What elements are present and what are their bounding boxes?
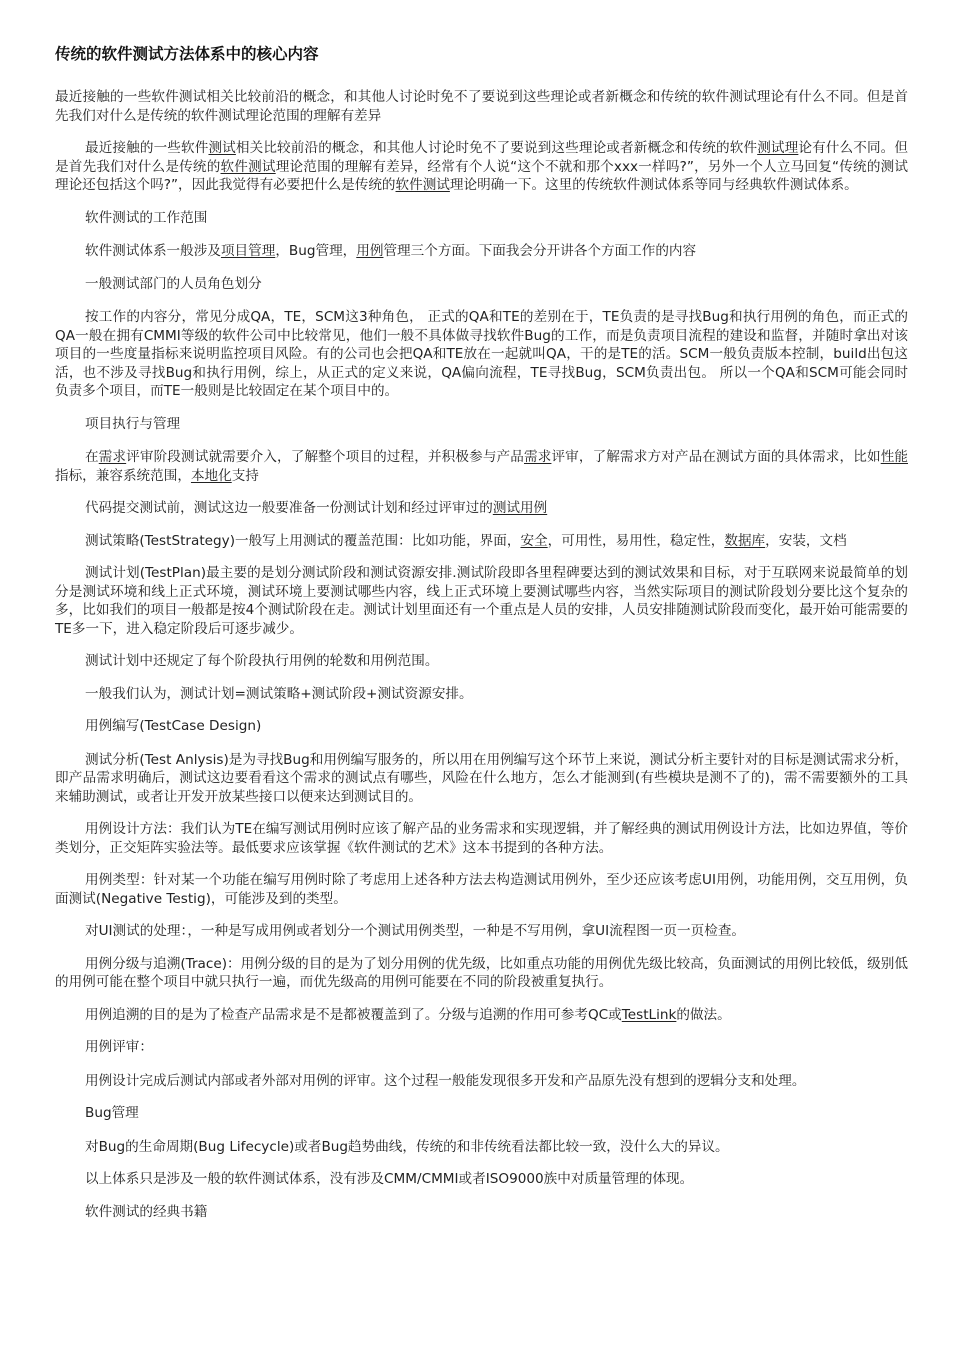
section-heading-roles: 一般测试部门的人员角色划分	[85, 275, 262, 292]
text-span: 理论明确一下。这里的传统软件测试体系等同与经典软件测试体系。	[449, 177, 858, 193]
link-software-testing-2[interactable]: 软件测试	[395, 177, 450, 193]
link-software-testing[interactable]: 软件测试	[220, 158, 276, 175]
paragraph-review: 用例设计完成后测试内部或者外部对用例的评审。这个过程一般能发现很多开发和产品原先没有想到的逻辑分支和处理。	[85, 1072, 806, 1089]
text-span: ，安装，文档	[765, 532, 847, 549]
link-security[interactable]: 安全	[520, 532, 548, 549]
link-testlink[interactable]: TestLink	[621, 1006, 677, 1023]
paragraph-case-types: 用例类型：针对某一个功能在编写用例时除了考虑用上述各种方法去构造测试用例外，至少还应该考虑UI用例，功能用例，交互用例，负面测试(Negative Testig)，可能涉及到的类型。	[55, 872, 908, 907]
section-heading-case-design: 用例编写(TestCase Design)	[85, 718, 262, 734]
link-requirements-2[interactable]: 需求	[524, 449, 552, 465]
paragraph-requirements	[55, 448, 908, 485]
intro-paragraph: 最近接触的一些软件测试相关比较前沿的概念，和其他人讨论时免不了要说到这些理论或者新概念和传统的软件测试理论有什么不同。但是首先我们对什么是传统的软件测试理论范围的理解有差异	[55, 89, 908, 124]
text-span: 测试策略(TestStrategy)一般写上用测试的覆盖范围：比如功能，界面，	[85, 532, 521, 549]
paragraph-system-scope: 以上体系只是涉及一般的软件测试体系，没有涉及CMM/CMMI或者ISO9000族中对质量管理的体现。	[85, 1171, 694, 1187]
section-heading-books: 软件测试的经典书籍	[85, 1203, 208, 1220]
text-span: 在	[85, 449, 99, 465]
text-span: ，可用性，易用性，稳定性，	[547, 532, 725, 549]
text-span: 支持	[231, 467, 259, 484]
paragraph-test-plan: 测试计划(TestPlan)最主要的是划分测试阶段和测试资源安排.测试阶段即各里程碑要达到的测试效果和目标，对于互联网来说最简单的划分是测试环境和线上正式环境，测试环境上要测试哪些内容，线上正式环境上要测试哪些内容，当然实际项目的测试阶段划分要比这个复杂的多，比如我们的项目一般都是按4个测试阶段在走。测试计划里面还有一个重点是人员的安排，人员安排随测试阶段而变化，最开始可能需要的TE多一下，进入稳定阶段后可逐步减少。	[55, 565, 908, 637]
paragraph-design-method: 用例设计方法：我们认为TE在编写测试用例时应该了解产品的业务需求和实现逻辑，并了解经典的测试用例设计方法，比如边界值，等价类划分，正交矩阵实验法等。最低要求应该掌握《软件测试的艺术》这本书提到的各种方法。	[55, 821, 908, 856]
page-title: 传统的软件测试方法体系中的核心内容	[55, 45, 319, 63]
paragraph-background	[55, 139, 908, 195]
text-span: 管理三个方面。下面我会分开讲各个方面工作的内容	[383, 243, 697, 259]
link-test-cases[interactable]: 测试用例	[492, 500, 548, 516]
paragraph-code-submit	[55, 499, 908, 518]
section-heading-review: 用例评审：	[85, 1039, 153, 1055]
link-project-management[interactable]: 项目管理	[220, 243, 276, 259]
link-testing[interactable]: 测试	[208, 140, 236, 156]
paragraph-scope	[55, 242, 908, 261]
paragraph-roles: 按工作的内容分，常见分成QA，TE，SCM这3种角色， 正式的QA和TE的差别在于，TE负责的是寻找Bug和执行用例的角色，而正式的QA一般在拥有CMMI等级的软件公司中比较常见，他们一般不具体做寻找软件Bug的工作，而是负责项目流程的建设和监督，并随时拿出对该项目的一些度量指标来说明监控项目风险。有的公司也会把QA和TE放在一起就叫QA，干的是TE的活。SCM一般负责版本控制，build出包这活，也不涉及寻找Bug和执行用例，综上，从正式的定义来说，QA偏向流程，TE寻找Bug，SCM负责出包。 所以一个QA和SCM可能会同时负责多个项目，而TE一般则是比较固定在某个项目中的。	[55, 309, 908, 399]
paragraph-test-rounds: 测试计划中还规定了每个阶段执行用例的轮数和用例范围。	[85, 653, 439, 669]
text-span: 代码提交测试前，测试这边一般要准备一份测试计划和经过评审过的	[85, 500, 493, 516]
text-span: 评审，了解需求方对产品在测试方面的具体需求，比如	[551, 449, 881, 465]
paragraph-ui-testing: 对UI测试的处理：，一种是写成用例或者划分一个测试用例类型，一种是不写用例，拿UI流程图一页一页检查。	[85, 923, 746, 939]
link-testing-theory[interactable]: 测试理	[757, 140, 799, 156]
text-span: 相关比较前沿的概念，和其他人讨论时免不了要说到这些理论或者新概念和传统的软件	[235, 140, 758, 156]
text-span: 的做法。	[676, 1006, 731, 1023]
section-heading-project: 项目执行与管理	[85, 415, 181, 432]
paragraph-test-strategy	[55, 532, 908, 551]
text-span: 论有什么不同。但是首先我们对什么是传统的	[55, 140, 908, 175]
text-span: 软件测试体系一般涉及	[85, 243, 221, 259]
link-localization[interactable]: 本地化	[190, 467, 232, 484]
paragraph-bug: 对Bug的生命周期(Bug Lifecycle)或者Bug趋势曲线，传统的和非传统看法都比较一致，没什么大的异议。	[85, 1138, 729, 1155]
paragraph-plan-formula: 一般我们认为，测试计划=测试策略+测试阶段+测试资源安排。	[85, 685, 473, 702]
paragraph-case-trace: 用例分级与追溯(Trace)：用例分级的目的是为了划分用例的优先级，比如重点功能的用例优先级比较高，负面测试的用例比较低，级别低的用例可能在整个项目中就只执行一遍，而优先级高的用例可能要在不同的阶段被重复执行。	[55, 955, 908, 990]
text-span: 理论范围的理解有差异，经常有个人说“这个不就和那个xxx一样吗?”，另外一个人立马回复“传统的测试理论还包括这个吗?”，因此我觉得有必要把什么是传统的	[55, 158, 909, 193]
link-test-case[interactable]: 用例	[356, 243, 384, 259]
link-database[interactable]: 数据库	[724, 532, 766, 549]
text-span: ，Bug管理，	[275, 243, 357, 259]
text-span: 指标，兼容系统范围，	[55, 467, 191, 484]
link-requirements[interactable]: 需求	[98, 449, 127, 465]
section-heading-bug: Bug管理	[85, 1105, 139, 1121]
paragraph-test-analysis: 测试分析(Test Anlysis)是为寻找Bug和用例编写服务的，所以用在用例编写这个环节上来说，测试分析主要针对的目标是测试需求分析，即产品需求明确后，测试这边要看看这个需求的测试点有哪些，风险在什么地方，怎么才能测到(有些模块是测不了的)，需不需要额外的工具来辅助测试，或者让开发开放某些接口以便来达到测试目的。	[55, 751, 908, 805]
section-heading-scope: 软件测试的工作范围	[85, 209, 208, 226]
text-span: 最近接触的一些软件	[85, 140, 209, 156]
link-performance[interactable]: 性能	[880, 449, 908, 465]
paragraph-trace-purpose	[55, 1006, 908, 1025]
text-span: 评审阶段测试就需要介入，了解整个项目的过程，并积极参与产品	[126, 449, 524, 465]
text-span: 用例追溯的目的是为了检查产品需求是不是都被覆盖到了。分级与追溯的作用可参考QC或	[85, 1006, 622, 1023]
